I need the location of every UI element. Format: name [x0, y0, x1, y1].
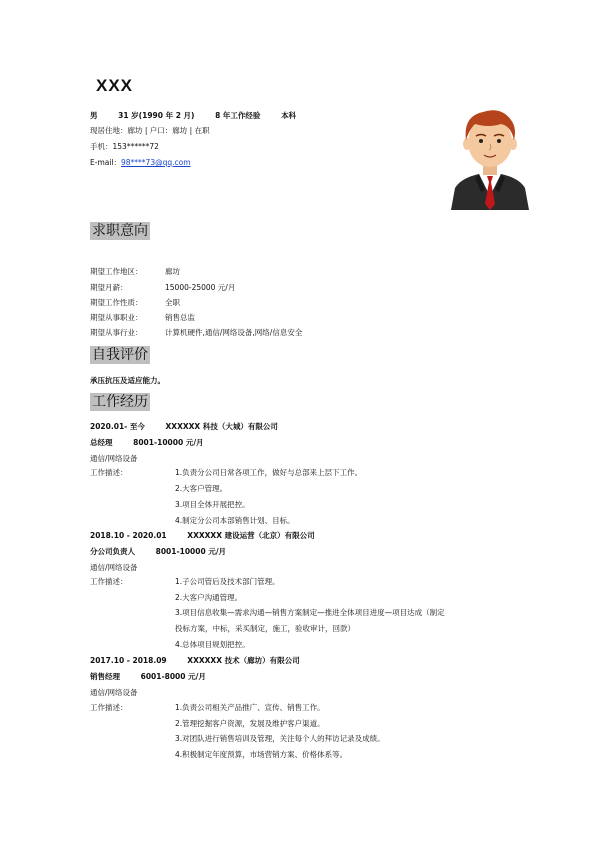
job-industry: 通信/网络设备	[90, 563, 138, 572]
job-header	[90, 530, 315, 541]
section-title-intent: 求职意向	[92, 223, 148, 239]
job-desc-item: 1.子公司管后及技术部门管理。	[175, 577, 280, 586]
job-industry: 通信/网络设备	[90, 454, 138, 463]
job-salary: 6001-8000 元/月	[140, 672, 206, 681]
job-desc-label: 工作描述：	[90, 577, 128, 586]
intent-label: 期望月薪：	[90, 283, 128, 292]
residence-line: 现居住地：廊坊 | 户口：廊坊 | 在职	[90, 126, 210, 135]
job-salary: 8001-10000 元/月	[133, 438, 204, 447]
job-title: 总经理	[90, 438, 113, 447]
education: 本科	[281, 111, 297, 120]
job-header	[90, 421, 278, 432]
section-title-self-eval: 自我评价	[92, 347, 148, 363]
job-period: 2020.01- 至今	[90, 422, 145, 431]
email-link[interactable]: 98****73@qq.com	[121, 158, 191, 167]
job-desc-item: 2.大客户沟通管理。	[175, 593, 243, 602]
intent-label: 期望工作性质：	[90, 298, 143, 307]
experience: 8 年工作经验	[215, 111, 261, 120]
job-salary: 8001-10000 元/月	[155, 547, 227, 556]
job-desc-item: 4.总体项目规划把控。	[175, 640, 250, 649]
intent-label: 期望从事职业：	[90, 313, 143, 322]
job-desc-item: 3.项目信息收集—需求沟通—销售方案制定—推进全体项目进度—项目达成（制定	[175, 608, 445, 617]
intent-value: 销售总监	[165, 313, 195, 322]
self-eval-text: 承压抗压及适应能力。	[90, 376, 165, 385]
job-desc-item: 4.积极制定年度预算，市场营销方案、价格体系等。	[175, 750, 348, 759]
intent-value: 计算机硬件,通信/网络设备,网络/信息安全	[165, 328, 303, 337]
intent-value: 15000-25000 元/月	[165, 283, 236, 292]
intent-value: 全职	[165, 298, 180, 307]
job-period: 2017.10 - 2018.09	[90, 656, 167, 665]
job-title: 分公司负责人	[90, 547, 135, 556]
summary-line	[90, 110, 296, 121]
age: 31 岁(1990 年 2 月)	[118, 111, 195, 120]
job-desc-label: 工作描述：	[90, 703, 128, 712]
job-desc-item: 4.制定分公司本部销售计划、目标。	[175, 516, 295, 525]
job-company: XXXXXX 技术（廊坊）有限公司	[187, 656, 300, 665]
candidate-name: XXX	[96, 76, 134, 95]
job-title-line	[90, 671, 206, 682]
gender: 男	[90, 111, 98, 120]
job-desc-item: 2.大客户管理。	[175, 484, 228, 493]
job-header	[90, 655, 300, 666]
job-desc-item: 2.管理挖掘客户资源，发展及维护客户渠道。	[175, 719, 325, 728]
section-title-work: 工作经历	[92, 394, 148, 410]
job-title: 销售经理	[90, 672, 120, 681]
phone-line: 手机：153******72	[90, 142, 159, 151]
job-desc-item: 1.负责公司相关产品推广、宣传、销售工作。	[175, 703, 325, 712]
job-desc-item: 投标方案，中标，采买制定，施工，验收审计，回款）	[175, 624, 355, 633]
email-line	[90, 157, 191, 168]
job-company: XXXXXX 建设运营（北京）有限公司	[187, 531, 315, 540]
job-desc-label: 工作描述：	[90, 468, 128, 477]
intent-label: 期望从事行业：	[90, 328, 143, 337]
job-industry: 通信/网络设备	[90, 688, 138, 697]
job-desc-item: 1.负责分公司日常各项工作，做好与总部来上层下工作。	[175, 468, 363, 477]
email-label: E-mail：	[90, 158, 122, 167]
businessman-avatar-icon	[449, 104, 531, 210]
job-title-line	[90, 546, 226, 557]
intent-label: 期望工作地区：	[90, 267, 143, 276]
job-desc-item: 3.项目全体开展把控。	[175, 500, 250, 509]
job-title-line	[90, 437, 204, 448]
job-period: 2018.10 - 2020.01	[90, 531, 167, 540]
job-company: XXXXXX 科技（大城）有限公司	[165, 422, 278, 431]
intent-value: 廊坊	[165, 267, 180, 276]
job-desc-item: 3.对团队进行销售培训及管理，关注每个人的拜访记录及成绩。	[175, 734, 385, 743]
